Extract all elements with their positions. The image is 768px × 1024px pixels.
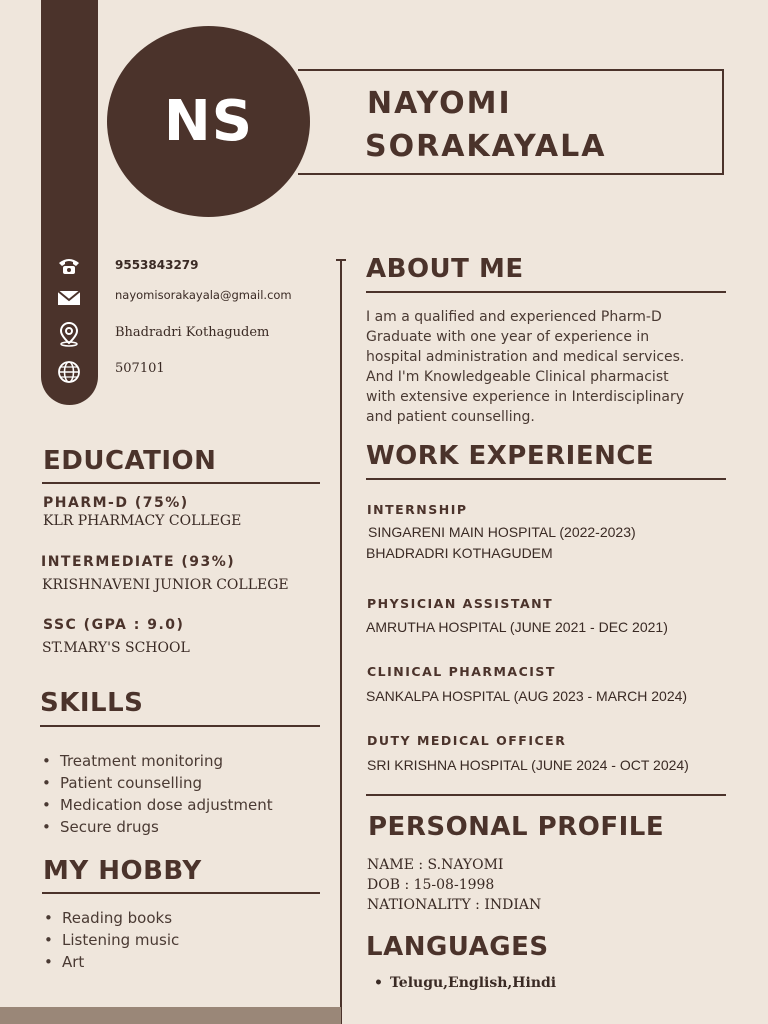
about-text: [366, 307, 736, 427]
list-item: • Art: [42, 951, 179, 973]
about-line: And I'm Knowledgeable Clinical pharmacist: [366, 369, 669, 385]
phone-number: 9553843279: [115, 258, 199, 272]
skills-rule: [40, 725, 320, 727]
work-role: DUTY MEDICAL OFFICER: [367, 733, 567, 748]
work-role: PHYSICIAN ASSISTANT: [367, 596, 554, 611]
list-item: • Reading books: [42, 907, 179, 929]
location-text: Bhadradri Kothagudem: [115, 325, 270, 340]
email-address: nayomisorakayala@gmail.com: [115, 288, 292, 302]
work-role: CLINICAL PHARMACIST: [367, 664, 556, 679]
language-text: Telugu,English,Hindi: [390, 975, 557, 991]
languages-heading: LANGUAGES: [366, 932, 549, 962]
first-name: NAYOMI: [367, 86, 512, 121]
location-pin-icon: [56, 321, 82, 347]
pincode-text: 507101: [115, 361, 165, 376]
phone-icon: [56, 253, 82, 279]
last-name: SORAKAYALA: [365, 129, 607, 164]
about-line: with extensive experience in Interdisciplinary: [366, 389, 685, 405]
about-rule: [366, 291, 726, 293]
personal-name: NAME : S.NAYOMI: [367, 857, 504, 873]
hobby-rule: [42, 892, 320, 894]
work-detail: SANKALPA HOSPITAL (AUG 2023 - MARCH 2024): [366, 688, 688, 704]
about-heading: ABOUT ME: [366, 254, 524, 284]
work-detail: BHADRADRI KOTHAGUDEM: [366, 545, 553, 561]
monogram-badge: [107, 26, 310, 217]
work-detail: AMRUTHA HOSPITAL (JUNE 2021 - DEC 2021): [366, 619, 668, 635]
work-bottom-rule: [366, 794, 726, 796]
education-degree: PHARM-D (75%): [43, 495, 189, 511]
footer-band: [0, 1007, 341, 1024]
personal-heading: PERSONAL PROFILE: [368, 812, 665, 842]
skills-heading: SKILLS: [40, 688, 144, 718]
language-item: • Telugu,English,Hindi: [374, 975, 557, 991]
skills-list: [40, 750, 273, 838]
work-role: INTERNSHIP: [367, 502, 468, 517]
globe-icon: [56, 359, 82, 385]
education-heading: EDUCATION: [43, 446, 217, 476]
work-heading: WORK EXPERIENCE: [366, 441, 655, 471]
about-line: and patient counselling.: [366, 409, 535, 425]
education-school: KRISHNAVENI JUNIOR COLLEGE: [42, 577, 289, 593]
mail-icon: [56, 285, 82, 311]
hobby-heading: MY HOBBY: [43, 856, 202, 886]
list-item: • Treatment monitoring: [40, 750, 273, 772]
about-line: I am a qualified and experienced Pharm-D: [366, 309, 662, 325]
education-degree: SSC (GPA : 9.0): [43, 617, 185, 633]
work-rule: [366, 478, 726, 480]
education-school: KLR PHARMACY COLLEGE: [43, 513, 242, 529]
list-item: • Listening music: [42, 929, 179, 951]
divider-cap: [336, 259, 346, 261]
work-detail: SINGARENI MAIN HOSPITAL (2022-2023): [368, 524, 636, 540]
work-detail: SRI KRISHNA HOSPITAL (JUNE 2024 - OCT 2024): [367, 757, 689, 773]
monogram-text: NS: [163, 89, 254, 154]
education-degree: INTERMEDIATE (93%): [41, 554, 236, 570]
hobby-list: [42, 907, 179, 973]
personal-dob: DOB : 15-08-1998: [367, 877, 495, 893]
about-line: hospital administration and medical services.: [366, 349, 685, 365]
education-school: ST.MARY'S SCHOOL: [42, 640, 190, 656]
education-rule: [42, 482, 320, 484]
personal-nationality: NATIONALITY : INDIAN: [367, 897, 542, 913]
list-item: • Medication dose adjustment: [40, 794, 273, 816]
about-line: Graduate with one year of experience in: [366, 329, 650, 345]
list-item: • Secure drugs: [40, 816, 273, 838]
list-item: • Patient counselling: [40, 772, 273, 794]
column-divider: [340, 259, 342, 1024]
